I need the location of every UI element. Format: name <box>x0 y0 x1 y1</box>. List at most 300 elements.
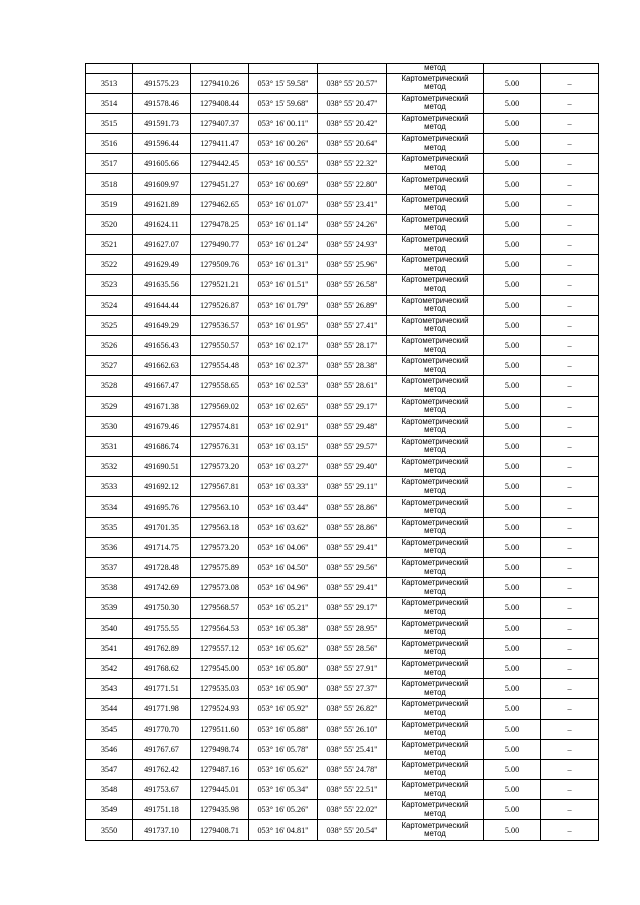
cell-longitude: 038° 55' 24.78" <box>318 759 387 779</box>
table-row <box>86 275 599 295</box>
table-row <box>86 113 599 133</box>
method-line-2: метод <box>424 465 446 475</box>
cell-description: – <box>541 719 599 739</box>
cell-latitude: 053° 16' 00.26" <box>249 134 318 154</box>
table-row <box>86 376 599 396</box>
cell-method <box>387 416 484 436</box>
cell-x-coordinate: 491771.98 <box>133 699 191 719</box>
cell-point-number: 3546 <box>86 739 133 759</box>
table-row <box>86 517 599 537</box>
cell-longitude: 038° 55' 20.54" <box>318 820 387 840</box>
cell-latitude: 053° 16' 03.27" <box>249 457 318 477</box>
cell-description: – <box>541 457 599 477</box>
method-line-2: метод <box>424 667 446 677</box>
cell-longitude: 038° 55' 27.37" <box>318 679 387 699</box>
cell-y-coordinate: 1279574.81 <box>191 416 249 436</box>
cell-x-coordinate: 491679.46 <box>133 416 191 436</box>
cell-accuracy: 5.00 <box>484 497 541 517</box>
method-line-1: Картометрический <box>401 214 469 224</box>
cell-latitude: 053° 16' 05.88" <box>249 719 318 739</box>
cell-latitude: 053° 16' 05.38" <box>249 618 318 638</box>
cell-latitude: 053° 16' 02.37" <box>249 356 318 376</box>
cell-description: – <box>541 315 599 335</box>
cell-accuracy: 5.00 <box>484 255 541 275</box>
cell-point-number: 3545 <box>86 719 133 739</box>
cell-longitude: 038° 55' 29.41" <box>318 578 387 598</box>
cell-accuracy: 5.00 <box>484 719 541 739</box>
cell-y-coordinate: 1279524.93 <box>191 699 249 719</box>
cell-x-coordinate: 491690.51 <box>133 457 191 477</box>
cell-point-number: 3520 <box>86 214 133 234</box>
cell-longitude: 038° 55' 22.32" <box>318 154 387 174</box>
cell-latitude: 053° 16' 05.26" <box>249 800 318 820</box>
cell-method <box>387 457 484 477</box>
method-line-1: Картометрический <box>401 558 469 568</box>
cell-latitude: 053° 16' 04.06" <box>249 537 318 557</box>
cell-x-coordinate: 491714.75 <box>133 537 191 557</box>
cell-latitude: 053° 16' 04.81" <box>249 820 318 840</box>
cell-accuracy: 5.00 <box>484 457 541 477</box>
cell-x-coordinate: 491624.11 <box>133 214 191 234</box>
method-line-1: Картометрический <box>401 719 469 729</box>
cell-longitude: 038° 55' 29.17" <box>318 396 387 416</box>
cell-point-number: 3522 <box>86 255 133 275</box>
method-line-2: метод <box>424 647 446 657</box>
method-line-2: метод <box>424 707 446 717</box>
table-row <box>86 820 599 840</box>
cell-point-number: 3537 <box>86 558 133 578</box>
method-line-2: метод <box>424 627 446 637</box>
method-line-1: Картометрический <box>401 477 469 487</box>
table-row <box>86 618 599 638</box>
method-line-1: Картометрический <box>401 336 469 346</box>
cell-latitude: 053° 16' 00.55" <box>249 154 318 174</box>
cell-point-number: 3519 <box>86 194 133 214</box>
cell-longitude: 038° 55' 29.57" <box>318 436 387 456</box>
cell-description: – <box>541 134 599 154</box>
cell-point-number: 3539 <box>86 598 133 618</box>
cell-accuracy: 5.00 <box>484 780 541 800</box>
cell-empty <box>318 64 387 74</box>
method-line-1: Картометрический <box>401 416 469 426</box>
cell-latitude: 053° 16' 03.44" <box>249 497 318 517</box>
cell-longitude: 038° 55' 29.56" <box>318 558 387 578</box>
cell-method <box>387 255 484 275</box>
cell-description: – <box>541 477 599 497</box>
cell-x-coordinate: 491609.97 <box>133 174 191 194</box>
cell-point-number: 3521 <box>86 235 133 255</box>
method-line-1: Картометрический <box>401 356 469 366</box>
cell-x-coordinate: 491771.51 <box>133 679 191 699</box>
cell-accuracy: 5.00 <box>484 73 541 93</box>
cell-point-number: 3538 <box>86 578 133 598</box>
cell-accuracy: 5.00 <box>484 679 541 699</box>
cell-description: – <box>541 780 599 800</box>
cell-description: – <box>541 396 599 416</box>
cell-x-coordinate: 491649.29 <box>133 315 191 335</box>
method-line-2: метод <box>424 344 446 354</box>
cell-empty <box>86 64 133 74</box>
cell-description: – <box>541 335 599 355</box>
cell-point-number: 3531 <box>86 436 133 456</box>
cell-y-coordinate: 1279490.77 <box>191 235 249 255</box>
cell-x-coordinate: 491762.89 <box>133 638 191 658</box>
cell-description: – <box>541 578 599 598</box>
cell-point-number: 3543 <box>86 679 133 699</box>
cell-longitude: 038° 55' 22.02" <box>318 800 387 820</box>
cell-latitude: 053° 16' 00.11" <box>249 113 318 133</box>
cell-x-coordinate: 491575.23 <box>133 73 191 93</box>
cell-longitude: 038° 55' 24.26" <box>318 214 387 234</box>
table-row <box>86 578 599 598</box>
cell-accuracy: 5.00 <box>484 93 541 113</box>
table-row <box>86 356 599 376</box>
method-line-2: метод <box>424 142 446 152</box>
cell-y-coordinate: 1279498.74 <box>191 739 249 759</box>
cell-accuracy: 5.00 <box>484 315 541 335</box>
method-line-1: Картометрический <box>401 134 469 144</box>
method-line-1: Картометрический <box>401 517 469 527</box>
cell-method <box>387 578 484 598</box>
cell-description: – <box>541 73 599 93</box>
cell-empty <box>133 64 191 74</box>
cell-x-coordinate: 491578.46 <box>133 93 191 113</box>
cell-y-coordinate: 1279408.44 <box>191 93 249 113</box>
cell-method <box>387 658 484 678</box>
method-line-1: Картометрический <box>401 780 469 790</box>
method-line-1: Картометрический <box>401 235 469 245</box>
cell-x-coordinate: 491750.30 <box>133 598 191 618</box>
cell-accuracy: 5.00 <box>484 477 541 497</box>
cell-point-number: 3536 <box>86 537 133 557</box>
cell-method <box>387 517 484 537</box>
cell-accuracy: 5.00 <box>484 537 541 557</box>
method-line-2: метод <box>424 526 446 536</box>
table-row <box>86 759 599 779</box>
cell-point-number: 3525 <box>86 315 133 335</box>
cell-y-coordinate: 1279576.31 <box>191 436 249 456</box>
cell-method <box>387 719 484 739</box>
cell-longitude: 038° 55' 22.51" <box>318 780 387 800</box>
cell-y-coordinate: 1279568.57 <box>191 598 249 618</box>
cell-method <box>387 558 484 578</box>
method-line-2: метод <box>424 728 446 738</box>
method-line-2: метод <box>424 324 446 334</box>
cell-longitude: 038° 55' 26.82" <box>318 699 387 719</box>
cell-point-number: 3547 <box>86 759 133 779</box>
method-line-1: Картометрический <box>401 598 469 608</box>
cell-latitude: 053° 16' 01.31" <box>249 255 318 275</box>
table-row <box>86 335 599 355</box>
method-line-1: Картометрический <box>401 618 469 628</box>
table-row <box>86 174 599 194</box>
cell-accuracy: 5.00 <box>484 356 541 376</box>
method-line-2: метод <box>424 183 446 193</box>
cell-longitude: 038° 55' 28.86" <box>318 497 387 517</box>
method-line-2: метод <box>424 808 446 818</box>
table-row <box>86 457 599 477</box>
cell-point-number: 3517 <box>86 154 133 174</box>
cell-description: – <box>541 174 599 194</box>
table-row <box>86 396 599 416</box>
cell-description: – <box>541 93 599 113</box>
method-line-1: Картометрический <box>401 396 469 406</box>
cell-latitude: 053° 16' 05.34" <box>249 780 318 800</box>
method-line-1: Картометрический <box>401 174 469 184</box>
method-line-2: метод <box>424 425 446 435</box>
cell-latitude: 053° 16' 01.14" <box>249 214 318 234</box>
cell-y-coordinate: 1279442.45 <box>191 154 249 174</box>
cell-x-coordinate: 491701.35 <box>133 517 191 537</box>
cell-point-number: 3548 <box>86 780 133 800</box>
cell-y-coordinate: 1279545.00 <box>191 658 249 678</box>
cell-accuracy: 5.00 <box>484 194 541 214</box>
method-line-1: Картометрический <box>401 659 469 669</box>
cell-accuracy: 5.00 <box>484 113 541 133</box>
cell-method <box>387 376 484 396</box>
table-row <box>86 73 599 93</box>
method-line-2: метод <box>424 243 446 253</box>
cell-empty <box>484 64 541 74</box>
cell-latitude: 053° 16' 03.62" <box>249 517 318 537</box>
cell-point-number: 3549 <box>86 800 133 820</box>
cell-longitude: 038° 55' 23.41" <box>318 194 387 214</box>
cell-description: – <box>541 658 599 678</box>
cell-method <box>387 335 484 355</box>
cell-accuracy: 5.00 <box>484 578 541 598</box>
cell-description: – <box>541 497 599 517</box>
table-row <box>86 658 599 678</box>
cell-x-coordinate: 491591.73 <box>133 113 191 133</box>
method-line-2: метод <box>424 506 446 516</box>
method-line-2: метод <box>424 566 446 576</box>
cell-accuracy: 5.00 <box>484 396 541 416</box>
cell-accuracy: 5.00 <box>484 134 541 154</box>
cell-empty <box>249 64 318 74</box>
method-line-2: метод <box>424 283 446 293</box>
cell-y-coordinate: 1279567.81 <box>191 477 249 497</box>
table-row <box>86 497 599 517</box>
cell-latitude: 053° 16' 05.62" <box>249 638 318 658</box>
cell-x-coordinate: 491742.69 <box>133 578 191 598</box>
method-line-1: Картометрический <box>401 739 469 749</box>
cell-point-number: 3550 <box>86 820 133 840</box>
cell-latitude: 053° 16' 05.92" <box>249 699 318 719</box>
method-line-2: метод <box>424 748 446 758</box>
cell-latitude: 053° 16' 02.53" <box>249 376 318 396</box>
cell-accuracy: 5.00 <box>484 295 541 315</box>
cell-y-coordinate: 1279563.18 <box>191 517 249 537</box>
cell-method <box>387 497 484 517</box>
coordinates-table-body <box>86 64 599 841</box>
method-line-2: метод <box>424 687 446 697</box>
cell-accuracy: 5.00 <box>484 174 541 194</box>
table-row <box>86 315 599 335</box>
cell-point-number: 3540 <box>86 618 133 638</box>
cell-latitude: 053° 16' 05.78" <box>249 739 318 759</box>
cell-description: – <box>541 295 599 315</box>
cell-y-coordinate: 1279573.08 <box>191 578 249 598</box>
cell-accuracy: 5.00 <box>484 436 541 456</box>
table-row-continuation <box>86 64 599 74</box>
cell-x-coordinate: 491728.48 <box>133 558 191 578</box>
cell-x-coordinate: 491605.66 <box>133 154 191 174</box>
cell-y-coordinate: 1279535.03 <box>191 679 249 699</box>
cell-y-coordinate: 1279563.10 <box>191 497 249 517</box>
cell-x-coordinate: 491753.67 <box>133 780 191 800</box>
cell-x-coordinate: 491621.89 <box>133 194 191 214</box>
cell-longitude: 038° 55' 20.42" <box>318 113 387 133</box>
cell-point-number: 3534 <box>86 497 133 517</box>
cell-description: – <box>541 618 599 638</box>
cell-y-coordinate: 1279511.60 <box>191 719 249 739</box>
table-row <box>86 558 599 578</box>
method-line-2: метод <box>424 162 446 172</box>
table-row <box>86 477 599 497</box>
cell-accuracy: 5.00 <box>484 598 541 618</box>
cell-description: – <box>541 214 599 234</box>
cell-x-coordinate: 491695.76 <box>133 497 191 517</box>
cell-latitude: 053° 15' 59.68" <box>249 93 318 113</box>
cell-longitude: 038° 55' 29.40" <box>318 457 387 477</box>
cell-description: – <box>541 638 599 658</box>
cell-method <box>387 73 484 93</box>
cell-description: – <box>541 235 599 255</box>
cell-longitude: 038° 55' 27.41" <box>318 315 387 335</box>
cell-longitude: 038° 55' 29.11" <box>318 477 387 497</box>
cell-point-number: 3515 <box>86 113 133 133</box>
method-line-1: Картометрический <box>401 800 469 810</box>
method-line-1: Картометрический <box>401 376 469 386</box>
cell-x-coordinate: 491737.10 <box>133 820 191 840</box>
cell-longitude: 038° 55' 24.93" <box>318 235 387 255</box>
cell-latitude: 053° 16' 01.79" <box>249 295 318 315</box>
cell-x-coordinate: 491692.12 <box>133 477 191 497</box>
cell-point-number: 3513 <box>86 73 133 93</box>
table-row <box>86 154 599 174</box>
cell-y-coordinate: 1279478.25 <box>191 214 249 234</box>
cell-x-coordinate: 491656.43 <box>133 335 191 355</box>
cell-y-coordinate: 1279554.48 <box>191 356 249 376</box>
cell-point-number: 3535 <box>86 517 133 537</box>
cell-latitude: 053° 16' 02.17" <box>249 335 318 355</box>
method-line-1: Картометрический <box>401 537 469 547</box>
cell-x-coordinate: 491671.38 <box>133 396 191 416</box>
cell-longitude: 038° 55' 28.56" <box>318 638 387 658</box>
cell-method <box>387 356 484 376</box>
cell-description: – <box>541 255 599 275</box>
cell-description: – <box>541 800 599 820</box>
cell-method <box>387 154 484 174</box>
cell-longitude: 038° 55' 26.89" <box>318 295 387 315</box>
table-row <box>86 739 599 759</box>
cell-description: – <box>541 376 599 396</box>
cell-description: – <box>541 436 599 456</box>
table-row <box>86 194 599 214</box>
table-row <box>86 537 599 557</box>
cell-latitude: 053° 16' 01.24" <box>249 235 318 255</box>
method-line-2: метод <box>424 445 446 455</box>
cell-x-coordinate: 491667.47 <box>133 376 191 396</box>
cell-point-number: 3518 <box>86 174 133 194</box>
cell-accuracy: 5.00 <box>484 275 541 295</box>
cell-method <box>387 315 484 335</box>
cell-y-coordinate: 1279526.87 <box>191 295 249 315</box>
method-line-1: Картометрический <box>401 194 469 204</box>
cell-longitude: 038° 55' 29.48" <box>318 416 387 436</box>
cell-description: – <box>541 113 599 133</box>
cell-description: – <box>541 517 599 537</box>
cell-method <box>387 396 484 416</box>
method-line-1: Картометрический <box>401 679 469 689</box>
table-row <box>86 598 599 618</box>
cell-method <box>387 820 484 840</box>
method-line-2: метод <box>424 384 446 394</box>
cell-point-number: 3530 <box>86 416 133 436</box>
cell-point-number: 3526 <box>86 335 133 355</box>
method-line-2: метод <box>424 203 446 213</box>
cell-longitude: 038° 55' 22.80" <box>318 174 387 194</box>
cell-point-number: 3542 <box>86 658 133 678</box>
cell-description: – <box>541 679 599 699</box>
cell-x-coordinate: 491768.62 <box>133 658 191 678</box>
cell-latitude: 053° 15' 59.58" <box>249 73 318 93</box>
method-line-2: метод <box>424 364 446 374</box>
cell-latitude: 053° 16' 01.51" <box>249 275 318 295</box>
method-line-2: метод <box>424 546 446 556</box>
cell-description: – <box>541 537 599 557</box>
cell-description: – <box>541 598 599 618</box>
cell-x-coordinate: 491596.44 <box>133 134 191 154</box>
cell-latitude: 053° 16' 05.21" <box>249 598 318 618</box>
cell-method-continuation: метод <box>387 64 484 74</box>
cell-y-coordinate: 1279558.65 <box>191 376 249 396</box>
cell-x-coordinate: 491644.44 <box>133 295 191 315</box>
cell-method <box>387 134 484 154</box>
cell-point-number: 3516 <box>86 134 133 154</box>
cell-y-coordinate: 1279536.57 <box>191 315 249 335</box>
coordinates-table <box>85 63 599 841</box>
table-row <box>86 436 599 456</box>
cell-longitude: 038° 55' 27.91" <box>318 658 387 678</box>
table-row <box>86 780 599 800</box>
method-line-1: Картометрический <box>401 255 469 265</box>
cell-point-number: 3532 <box>86 457 133 477</box>
cell-x-coordinate: 491629.49 <box>133 255 191 275</box>
cell-accuracy: 5.00 <box>484 376 541 396</box>
method-line-1: Картометрический <box>401 497 469 507</box>
cell-latitude: 053° 16' 01.07" <box>249 194 318 214</box>
cell-y-coordinate: 1279411.47 <box>191 134 249 154</box>
cell-method <box>387 275 484 295</box>
cell-longitude: 038° 55' 29.17" <box>318 598 387 618</box>
cell-latitude: 053° 16' 03.33" <box>249 477 318 497</box>
cell-method <box>387 235 484 255</box>
method-line-2: метод <box>424 485 446 495</box>
cell-method <box>387 638 484 658</box>
method-line-1: Картометрический <box>401 295 469 305</box>
method-line-2: метод <box>424 768 446 778</box>
method-line-2: метод <box>424 405 446 415</box>
cell-x-coordinate: 491662.63 <box>133 356 191 376</box>
cell-x-coordinate: 491627.07 <box>133 235 191 255</box>
cell-description: – <box>541 194 599 214</box>
cell-longitude: 038° 55' 28.61" <box>318 376 387 396</box>
cell-method <box>387 759 484 779</box>
cell-method <box>387 214 484 234</box>
cell-accuracy: 5.00 <box>484 800 541 820</box>
cell-method <box>387 436 484 456</box>
